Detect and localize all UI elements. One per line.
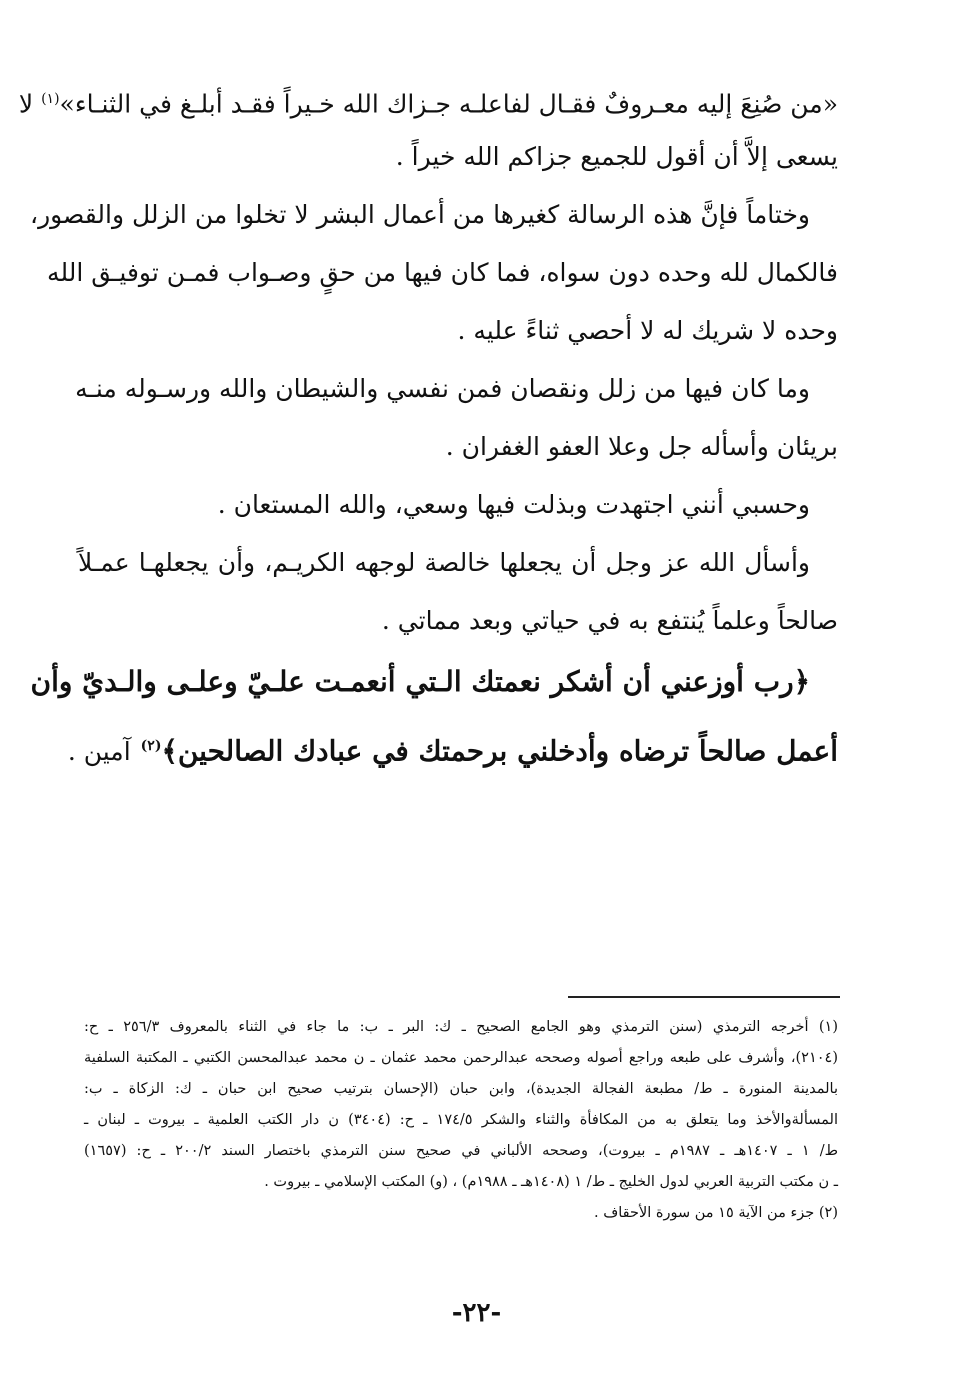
text-line-4: فالكمال لله وحده دون سواه، فما كان فيها من حقٍ وصـواب فمـن توفيـق الله (47, 258, 838, 287)
footnote-line-1: (١) أخرجه الترمذي (سنن الترمذي وهو الجامع الصحيح ـ ك: البر ـ ب: ما جاء في الثناء بالمعروف ٢٥٦/٣ ـ ح: (84, 1019, 838, 1035)
footnote-line-6: ـ ن مكتب التربية العربي لدول الخليج ـ ط/ ١ (١٤٠٨هـ ـ ١٩٨٨م) ، (و) المكتب الإسلامي ـ بيروت . (264, 1174, 838, 1190)
text-line-1 (18, 70, 838, 128)
quran-verse-line-1: ﴿رب أوزعني أن أشكر نعمتك الـتي أنعمـت علـيّ وعلـى والـديّ وأن (30, 665, 810, 698)
text-line-2: يسعى إلاَّ أن أقول للجميع جزاكم الله خيراً . (395, 142, 838, 171)
text-line-1-tail: لا (18, 89, 34, 119)
footnote-line-4: المسألةوالأخذ وما يتعلق به من المكافأة والثناء والشكر ١٧٤/٥ ـ ح: (٣٤٠٤) ن دار الكتب العلمية ـ بيروت ـ لبنان ـ (84, 1112, 838, 1128)
footnote-line-3: بالمدينة المنورة ـ ط/ مطبعة الفجالة الجديدة)، وابن حبان (الإحسان بترتيب صحيح ابن حبان ـ ك: الزكاة ـ ب: (84, 1081, 838, 1097)
text-line-1-content: «من صُنِعَ إليه معـروفٌ فقـال لفاعلـه جـزاك الله خـيراً فقـد أبلـغ في الثنـاء» (59, 89, 838, 119)
footnote-line-5: ط/ ١ ـ ١٤٠٧هـ ـ ١٩٨٧م ـ بيروت)، وصححه الألباني في صحيح سنن الترمذي باختصار السند ٢٠٠/٢ ـ ح: (١٦٥٧) (84, 1143, 838, 1159)
footnote-divider (568, 996, 840, 998)
footnote-line-7: (٢) جزء من الآية ١٥ من سورة الأحقاف . (594, 1205, 838, 1221)
footnote-ref-2: (٢) (140, 738, 162, 754)
text-line-8: وحسبي أنني اجتهدت وبذلت فيها وسعي، والله المستعان . (217, 490, 810, 519)
text-line-10: صالحاً وعلماً يُنتفع به في حياتي وبعد مماتي . (381, 606, 838, 635)
quran-verse-line-2 (67, 714, 838, 778)
quran-verse-text: أعمل صالحاً ترضاه وأدخلني برحمتك في عبادك الصالحين﴾ (161, 734, 838, 768)
footnote-ref-1: (١) (41, 91, 60, 107)
main-text (18, 70, 838, 778)
footnotes (84, 1012, 838, 1229)
text-line-9: وأسأل الله عز وجل أن يجعلها خالصة لوجهه الكريـم، وأن يجعلهـا عمـلاً (78, 548, 810, 577)
footnote-line-2: (٢١٠٤)، وأشرف على طبعه وراجع أصوله وصححه عبدالرحمن محمد عثمان ـ ن محمد عبدالمحسن الكتبي ـ المكتبة السلفية (84, 1050, 838, 1066)
text-line-5: وحده لا شريك له لا أحصي ثناءً عليه . (457, 316, 838, 345)
text-line-6: وما كان فيها من زلل ونقصان فمن نفسي والشيطان والله ورسـوله منـه (75, 374, 810, 403)
ameen-text: آمين . (67, 737, 131, 767)
text-line-3: وختاماً فإنَّ هذه الرسالة كغيرها من أعمال البشر لا تخلوا من الزلل والقصور، (30, 200, 810, 229)
page-number: -٢٢- (451, 1298, 502, 1328)
text-line-7: بريئان وأسأله جل وعلا العفو الغفران . (445, 432, 838, 461)
